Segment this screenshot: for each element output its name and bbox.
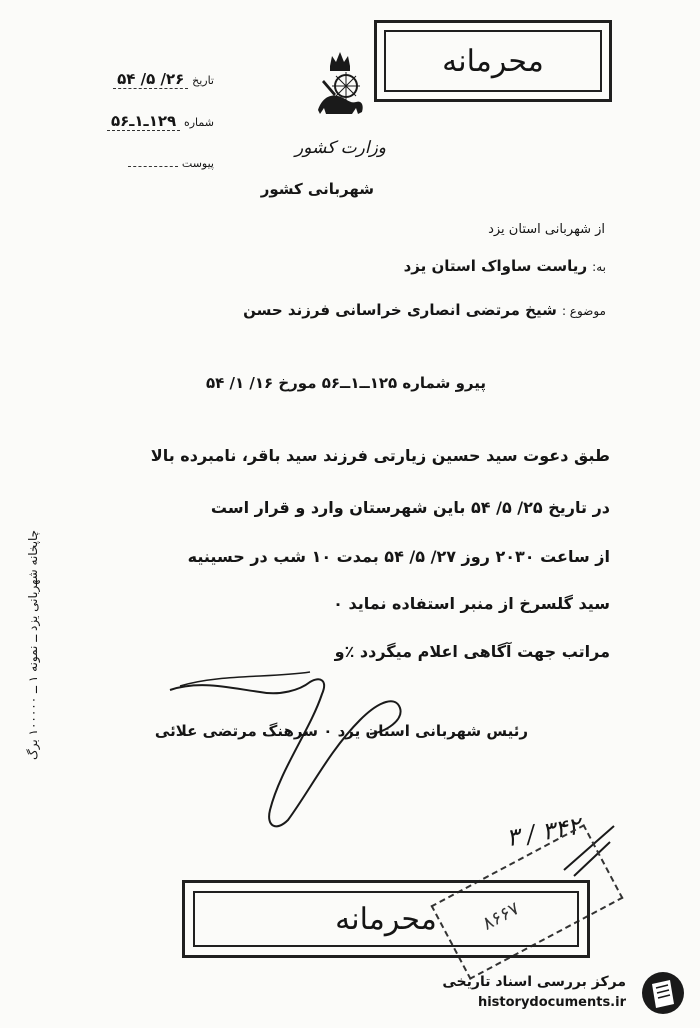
body-line-2: در تاریخ ۲۵/ ۵/ ۵۴ باین شهرستان وارد و قرار است [210,498,610,517]
body-line-4: سید گلسرخ از منبر استفاده نماید ۰ [333,594,610,613]
handwritten-signature-scribble [160,660,420,840]
archive-name: مرکز بررسی اسناد تاریخی [442,974,626,990]
date-label: تاریخ [192,74,214,87]
recipient-line [360,256,606,275]
recipient-label: به: [592,260,606,274]
archive-watermark [406,968,686,1018]
classification-stamp-top [374,20,612,102]
signatory-line: رئیس شهربانی استان یزد ۰ سرهنگ مرتضی علائی [154,722,528,740]
reference-line: پیرو شماره ۱۲۵ــ۱ــ۵۶ مورخ ۱۶/ ۱/ ۵۴ [205,374,486,392]
subject-line [200,300,606,319]
handwritten-note: ۳۴۲ / ۳ [504,811,583,853]
subject-value: شیخ مرتضی انصاری خراسانی فرزند حسن [243,301,557,319]
body-line-1: طبق دعوت سید حسین زیارتی فرزند سید باقر، نامبرده بالا [150,446,610,465]
date-field [46,70,214,88]
date-value: ۲۶/ ۵/ ۵۴ [113,70,188,89]
number-value: ۱۲۹ـ۱ـ۵۶ [107,112,180,131]
lion-and-sun-emblem-icon [312,48,368,124]
stamp-top-text: محرمانه [442,43,544,79]
number-field [46,112,214,130]
police-headquarters: شهربانی کشور [260,180,374,198]
stamp-bottom-text: محرمانه [335,901,437,937]
body-line-3: از ساعت ۲۰۳۰ روز ۲۷/ ۵/ ۵۴ بمدت ۱۰ شب در حسینیه [187,547,610,566]
subject-label: موضوع : [561,304,606,318]
body-line-5: مراتب جهت آگاهی اعلام میگردد ٪و [334,642,610,661]
ministry-name: وزارت کشور [294,138,386,158]
classification-stamp-bottom [182,880,590,958]
recipient-value: ریاست ساواک استان یزد [403,257,588,275]
attachment-field [100,156,214,170]
number-label: شماره [183,116,214,129]
sender-line: از شهربانی استان یزد [488,222,605,237]
archive-url: historydocuments.ir [477,995,626,1010]
archive-logo-icon [640,970,686,1016]
attachment-label: پیوست [181,157,214,170]
printer-margin-note: چاپخانه شهربانی یزد ــ نمونه ۱ ــ ۱۰۰۰۰۰ برگ [26,529,40,760]
received-stamp-number: ۸۶۶۷ [479,898,524,935]
